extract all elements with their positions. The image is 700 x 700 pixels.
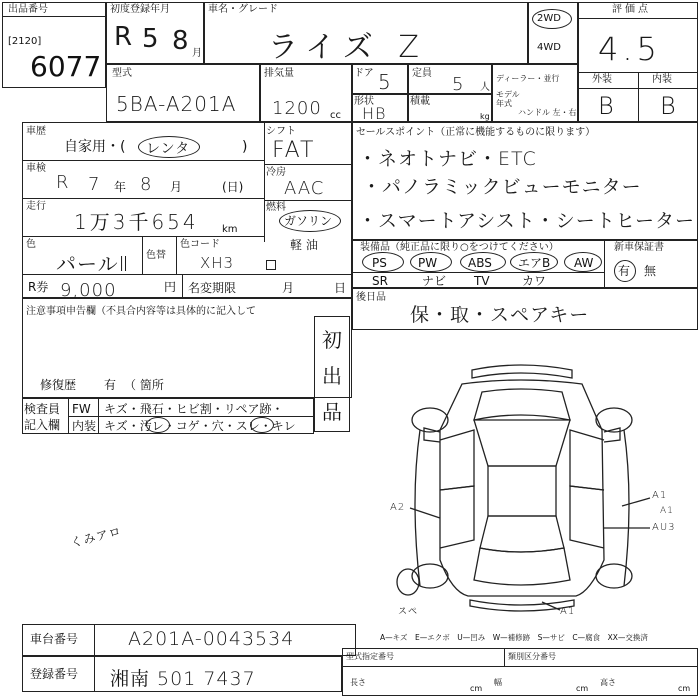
selling-line-3: ・スマートアシスト・シートヒーター	[358, 210, 695, 232]
reg-value: 湘南 501 7437	[110, 668, 256, 690]
accessories-label: 後日品	[356, 292, 386, 303]
height-label: 高さ	[600, 678, 616, 687]
usage-label: 車歴	[26, 126, 46, 137]
recycle-label: R券	[28, 280, 49, 294]
inspection-month-unit: 月	[170, 180, 183, 194]
repair-label: 修復歴	[40, 378, 77, 392]
diagram-note-a1-mid: A1	[660, 506, 674, 516]
first-reg-label: 初度登録年月	[110, 4, 170, 15]
spare-tire	[397, 569, 419, 595]
equip-navi: ナビ	[422, 274, 447, 288]
inspection-label: 車検	[26, 163, 46, 174]
trunk-shape	[474, 548, 570, 585]
equip-aw: AW	[574, 256, 594, 270]
disp-value: 1200	[272, 98, 322, 119]
first-sale-text: 初出品	[322, 328, 342, 424]
door-label: ドア	[354, 68, 374, 79]
model-label: 型式	[112, 68, 132, 79]
accessories-value: 保・取・スペアキー	[410, 304, 590, 326]
reg-label: 登録番号	[30, 667, 79, 681]
wheel-front-left	[412, 408, 448, 432]
body-outline	[440, 380, 604, 596]
inspector-interior-text: キズ・汚レ・コゲ・穴・スレ・キレ	[104, 419, 296, 433]
name-value: ライズ Z	[268, 30, 427, 65]
diagram-note-au3: AU3	[652, 522, 676, 533]
recycle-unit: 円	[164, 280, 177, 294]
ext-grade: B	[598, 92, 615, 120]
left-front-door	[440, 430, 474, 490]
usage-value: 自家用・(	[64, 139, 126, 155]
ac-label: 冷房	[266, 167, 286, 178]
selling-line-1: ・ネオトナビ・ETC	[358, 148, 537, 170]
inspector-fw: FW	[72, 402, 91, 416]
cap-value: 5	[452, 74, 465, 95]
chassis-divider	[94, 624, 95, 656]
selling-line-2: ・パノラミックビューモニター	[362, 176, 642, 198]
model-designation-label: 型式指定番号	[346, 652, 394, 661]
notes-label: 注意事項申告欄（不具合内容等は具体的に記入して	[26, 306, 256, 317]
warranty-label: 新車保証書	[614, 242, 664, 253]
load-label: 積載	[410, 96, 430, 107]
note-a1-right-leader	[622, 498, 650, 506]
recycle-value: 9,000	[60, 280, 117, 301]
ext-label: 外装	[592, 74, 612, 85]
equip-pw: PW	[418, 256, 438, 270]
equip-ps: PS	[372, 256, 387, 270]
color-code-value: XH3	[200, 254, 235, 272]
height-unit: cm	[678, 684, 691, 693]
right-front-door	[570, 430, 604, 490]
usage-close: )	[242, 139, 248, 155]
mileage-value: 1万3千654	[74, 210, 199, 234]
first-reg-year: 5	[142, 24, 160, 54]
shape-value: HB	[362, 104, 387, 123]
usage-circled: レンタ	[146, 141, 191, 157]
left-mirror	[424, 428, 440, 442]
inspector-label-bottom: 記入欄	[24, 418, 61, 432]
inspection-month: 8	[140, 174, 153, 195]
inspector-fw-text: キズ・飛石・ヒビ割・リペア跡・	[104, 402, 284, 416]
chassis-value: A201A-0043534	[128, 628, 295, 650]
diagram-note-a1-right: A1	[652, 490, 668, 501]
equip-airbag: エアB	[518, 256, 551, 270]
diagram-side-note: くみアロ	[69, 523, 124, 551]
equip-leather: カワ	[522, 274, 547, 288]
selling-title: セールスポイント（正常に機能するものに限ります）	[356, 127, 596, 138]
category-label: 類別区分番号	[508, 652, 556, 661]
left-side-panel	[415, 430, 420, 586]
mileage-label: 走行	[26, 201, 46, 212]
change-month: 月	[282, 281, 295, 295]
diagram-note-a2: A2	[390, 502, 406, 513]
width-label: 幅	[494, 678, 502, 687]
length-unit: cm	[470, 684, 483, 693]
lot-label: 出品番号	[8, 4, 48, 15]
width-unit: cm	[576, 684, 589, 693]
disp-label: 排気量	[264, 68, 294, 79]
ac-value: AAC	[284, 178, 325, 199]
first-reg-month-unit: 月	[192, 48, 202, 59]
model-value: 5BA-A201A	[116, 92, 237, 116]
shift-label: シフト	[266, 126, 296, 137]
damage-legend: A—キズ E—エクボ U—凹み W—補修跡 S—サビ C—腐食 XX—交換済	[380, 633, 648, 642]
fuel-diesel: 軽 油	[290, 238, 318, 252]
first-reg-month: 8	[172, 26, 190, 56]
repair-count: （ 箇所	[124, 378, 164, 392]
diagram-note-a1-rear: A1	[560, 606, 576, 617]
lot-code: [2120]	[8, 36, 42, 47]
color-label: 色	[26, 239, 36, 250]
windshield-shape	[474, 415, 570, 466]
name-label: 車名・グレード	[208, 4, 278, 15]
dealer-label: ディーラー・並行	[496, 74, 560, 83]
reg-divider	[94, 656, 95, 692]
inspection-day-unit: (日)	[222, 180, 244, 194]
left-rear-door	[440, 486, 474, 548]
handle-label: ハンドル 左・右	[518, 108, 577, 117]
load-unit: kg	[480, 112, 490, 121]
length-label: 長さ	[350, 678, 366, 687]
drive-4wd: 4WD	[537, 42, 561, 53]
mileage-unit: km	[222, 224, 238, 235]
shift-value: FAT	[272, 138, 316, 163]
inspection-year-unit: 年	[114, 180, 127, 194]
cap-unit: 人	[480, 82, 490, 93]
rating-value: 4.5	[598, 30, 661, 68]
repair-value: 有	[104, 378, 117, 392]
wheel-front-right	[596, 408, 632, 432]
first-reg-era: R	[114, 22, 134, 52]
equipment-title: 装備品（純正品に限り○をつけてください）	[360, 242, 559, 253]
inspector-interior: 内装	[72, 419, 97, 433]
color-code-label: 色コード	[180, 239, 220, 250]
color-no-label: 色替	[146, 250, 166, 261]
change-day: 日	[334, 281, 347, 295]
door-value: 5	[378, 70, 392, 94]
inspection-era: R	[56, 172, 70, 193]
shape-label: 形状	[354, 96, 374, 107]
inspection-year: 7	[88, 174, 101, 195]
designation-mid	[342, 666, 698, 667]
int-label: 内装	[652, 74, 672, 85]
roof-shape	[488, 466, 556, 516]
fuel-label: 燃料	[266, 202, 286, 213]
fuel-gas: ガソリン	[284, 214, 333, 228]
right-side-panel	[624, 430, 629, 586]
lot-number: 6077	[30, 50, 102, 83]
right-mirror	[604, 428, 620, 442]
model-year-label: モデル年式	[496, 90, 520, 108]
change-label: 名変期限	[188, 281, 237, 295]
chassis-label: 車台番号	[30, 632, 79, 646]
color-value: パールⅡ	[56, 252, 130, 276]
wheel-rear-right	[596, 564, 632, 588]
equip-sr: SR	[372, 274, 388, 288]
front-bumper-shape	[472, 365, 572, 378]
int-grade: B	[660, 92, 677, 120]
designation-split	[504, 648, 505, 666]
rating-label: 評価点	[612, 4, 651, 15]
equip-abs: ABS	[468, 256, 492, 270]
inspector-label-top: 検査員	[24, 402, 61, 416]
diagram-note-spare: スペ	[398, 607, 419, 617]
equip-tv: TV	[474, 274, 490, 288]
disp-unit: cc	[330, 110, 341, 121]
warranty-no: 無	[644, 264, 657, 278]
right-rear-door	[570, 486, 604, 548]
warranty-yes: 有	[618, 264, 631, 278]
drive-2wd: 2WD	[537, 13, 561, 24]
rear-window-shape	[480, 516, 564, 552]
cap-label: 定員	[412, 68, 432, 79]
